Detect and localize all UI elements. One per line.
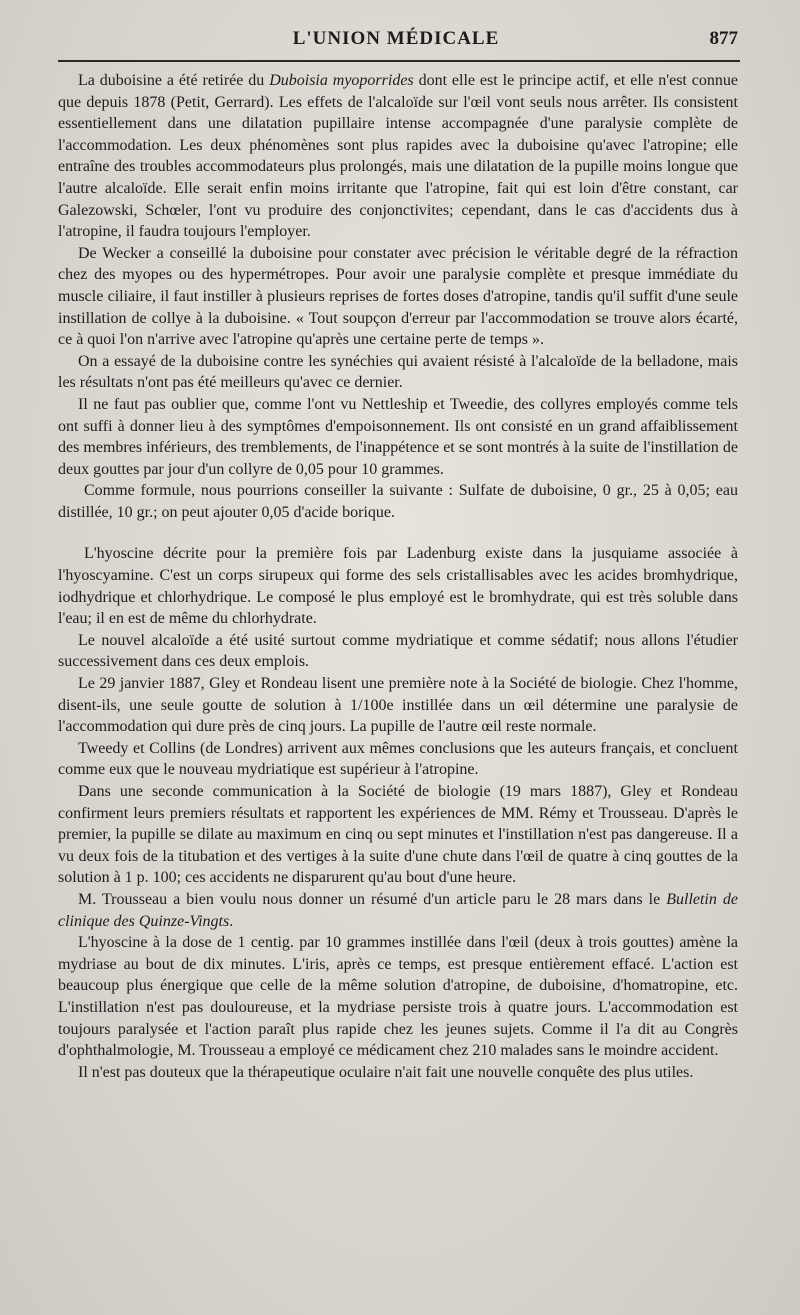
paragraph-new-alkaloid: Le nouvel alcaloïde a été usité surtout comme mydriatique et comme sédatif; nous allons l'étudier successivement dans ces deux emplois. bbox=[58, 631, 738, 671]
paragraph-gley-rondeau: Le 29 janvier 1887, Gley et Rondeau lisent une première note à la Société de biologie. Chez l'homme, disent-ils, une seule goutte de solution à 1/100e instillée dans un œil détermine une paralysie de l'accommodation qui dure près de cinq jours. La pupille de l'autre œil reste normale. bbox=[58, 675, 738, 736]
paragraph-duboisine-intro: La duboisine a été retirée du Duboisia myoporrides dont elle est le principe actif, et elle n'est connue que depuis 1878 (Petit, Gerrard). Les effets de l'alcaloïde sur l'œil vont seuls nous arrêter. Ils consistent essentiellement dans une dilatation pupillaire intense accompagnée d'une paralysie complète de l'accommodation. Les deux phénomènes sont plus rapides avec la duboisine qu'avec l'atropine; elle entraîne des troubles accommodateurs plus prolongés, mais une dilatation de la pupille moins longue que l'autre alcaloïde. Elle serait enfin moins irritante que l'atropine, fait qui est loin d'être constant, car Galezowski, Schœler, l'ont vu produire des conjonctivites; cependant, dans le cas d'accidents dus à l'atropine, il faudra toujours l'employer. bbox=[58, 72, 738, 241]
page-number: 877 bbox=[709, 28, 738, 49]
paragraph-trousseau-summary: M. Trousseau a bien voulu nous donner un résumé d'un article paru le 28 mars dans le Bulletin de clinique des Quinze-Vingts. bbox=[58, 890, 738, 930]
italic-species-name: Duboisia myoporrides bbox=[269, 72, 414, 89]
paragraph-poisoning: Il ne faut pas oublier que, comme l'ont vu Nettleship et Tweedie, des collyres employés comme tels ont suffi à donner lieu à des symptômes d'empoisonnement. Ils ont consisté en un grand affaiblissement des membres inférieurs, des tremblements, de l'inappétence et se sont montrés à la suite de l'instillation de deux gouttes par jour d'un collyre de 0,05 pour 10 grammes. bbox=[58, 395, 738, 478]
section-gap bbox=[58, 523, 738, 543]
paragraph-tweedy-collins: Tweedy et Collins (de Londres) arrivent aux mêmes conclusions que les auteurs français, et concluent comme eux que le nouveau mydriatique est supérieur à l'atropine. bbox=[58, 739, 738, 779]
paragraph-synechies: On a essayé de la duboisine contre les synéchies qui avaient résisté à l'alcaloïde de la belladone, mais les résultats n'ont pas été meilleurs qu'avec ce dernier. bbox=[58, 352, 738, 392]
italic-bulletin-title: Bulletin de clinique des Quinze-Vingts bbox=[58, 890, 738, 930]
paragraph-de-wecker: De Wecker a conseillé la duboisine pour constater avec précision le véritable degré de la réfraction chez des myopes ou des hypermétropes. Pour avoir une paralysie complète et presque immédiate du muscle ciliaire, il faut instiller à plusieurs reprises de fortes doses d'atropine, tandis qu'il suffit d'une seule instillation de collye à la duboisine. « Tout soupçon d'erreur par l'accommodation se trouve alors écarté, ce à quoi l'on n'arrive avec l'atropine qu'après une certaine perte de temps ». bbox=[58, 244, 738, 349]
paragraph-second-communication: Dans une seconde communication à la Société de biologie (19 mars 1887), Gley et Rondeau confirment leurs premiers résultats et rapportent les expériences de MM. Rémy et Trousseau. D'après le premier, la pupille se dilate au maximum en cinq ou sept minutes et l'instillation n'est pas dangereuse. Il a vu deux fois de la titubation et des vertiges à la suite d'une chute dans l'œil de quatre à cinq gouttes de la solution à 1 p. 100; ces accidents ne disparurent qu'au bout d'une heure. bbox=[58, 783, 738, 887]
article-body bbox=[58, 70, 738, 1083]
paragraph-hyoscine-dose: L'hyoscine à la dose de 1 centig. par 10 grammes instillée dans l'œil (deux à trois gouttes) amène la mydriase au bout de dix minutes. L'iris, après ce temps, est presque entièrement effacé. L'action est beaucoup plus énergique que celle de la même solution d'atropine, de duboisine, d'homatropine, etc. L'instillation n'est pas douloureuse, et la mydriase persiste trois à quatre jours. L'accommodation est toujours paralysée et l'action paraît plus rapide chez les jeunes sujets. Comme il l'a dit au Congrès d'ophthalmologie, M. Trousseau a employé ce médicament chez 210 malades sans le moindre accident. bbox=[58, 934, 738, 1060]
paragraph-conclusion: Il n'est pas douteux que la thérapeutique oculaire n'ait fait une nouvelle conquête des plus utiles. bbox=[78, 1063, 694, 1081]
paragraph-hyoscine-intro: L'hyoscine décrite pour la première fois par Ladenburg existe dans la jusquiame associée à l'hyoscyamine. C'est un corps sirupeux qui forme des sels cristallisables avec les acides bromhydrique, iodhydrique et chlorhydrique. Le composé le plus employé est le bromhydrate, qui est très soluble dans l'eau; il en est de même du chlorhydrate. bbox=[58, 545, 738, 628]
journal-title: L'UNION MÉDICALE bbox=[292, 28, 500, 49]
paragraph-formula: Comme formule, nous pourrions conseiller la suivante : Sulfate de duboisine, 0 gr., 25 à 0,05; eau distillée, 10 gr.; on peut ajouter 0,05 d'acide borique. bbox=[58, 482, 738, 521]
running-header bbox=[54, 28, 738, 56]
header-rule bbox=[58, 60, 740, 62]
